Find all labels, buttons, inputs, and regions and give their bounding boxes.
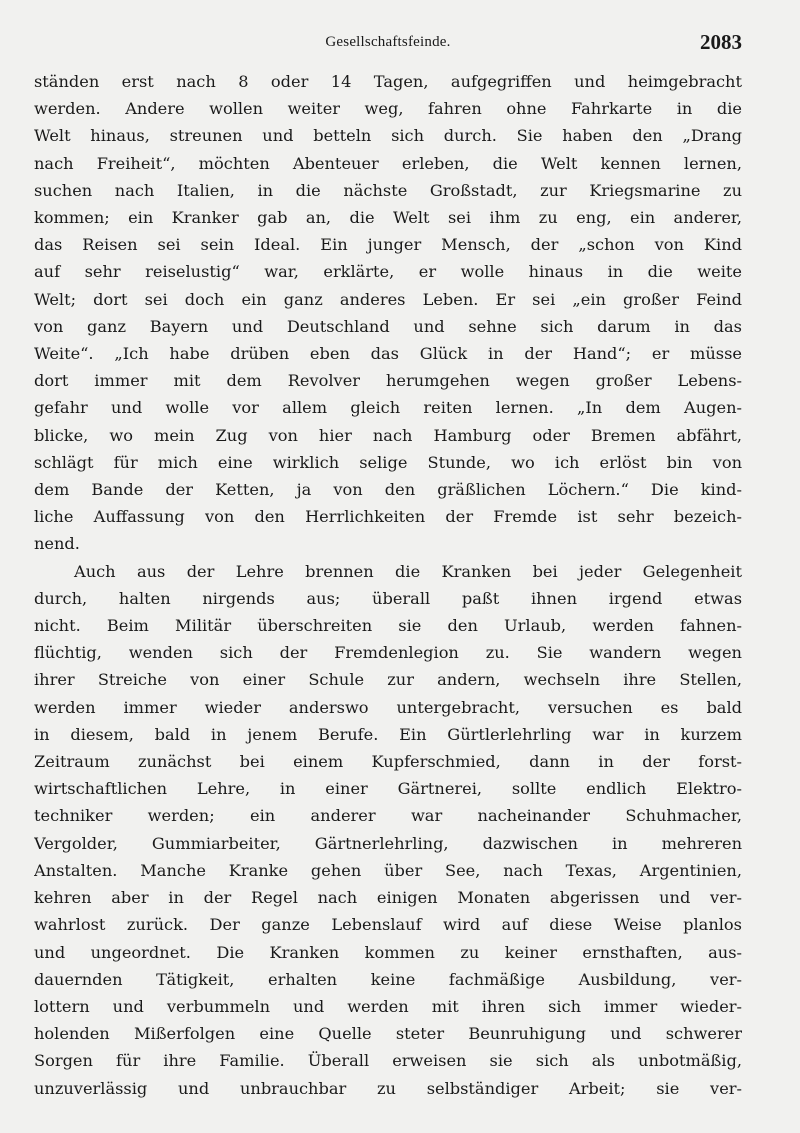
running-title: Gesellschaftsfeinde. — [325, 34, 451, 50]
text-line: kommen; ein Kranker gab an, die Welt sei ihm zu eng, ein anderer, — [34, 208, 742, 228]
text-line: liche Auffassung von den Herrlichkeiten der Fremde ist sehr bezeich- — [34, 507, 742, 527]
text-line: flüchtig, wenden sich der Fremdenlegion zu. Sie wandern wegen — [34, 643, 742, 663]
text-line: Auch aus der Lehre brennen die Kranken bei jeder Gelegenheit — [74, 561, 742, 581]
text-line: wahrlost zurück. Der ganze Lebenslauf wird auf diese Weise planlos — [34, 915, 742, 935]
text-line: Zeitraum zunächst bei einem Kupferschmied, dann in der forst- — [34, 752, 742, 772]
text-line: nach Freiheit“, möchten Abenteuer erleben, die Welt kennen lernen, — [34, 153, 742, 173]
text-line: kehren aber in der Regel nach einigen Monaten abgerissen und ver- — [34, 888, 742, 908]
text-line: blicke, wo mein Zug von hier nach Hamburg oder Bremen abfährt, — [34, 425, 742, 445]
text-line: schlägt für mich eine wirklich selige Stunde, wo ich erlöst bin von — [34, 452, 742, 472]
page-number: 2083 — [700, 30, 742, 54]
text-line: und ungeordnet. Die Kranken kommen zu keiner ernsthaften, aus- — [34, 942, 742, 962]
text-line: gefahr und wolle vor allem gleich reiten lernen. „In dem Augen- — [34, 398, 742, 418]
text-line: Welt; dort sei doch ein ganz anderes Leben. Er sei „ein großer Feind — [34, 289, 742, 309]
text-line: auf sehr reiselustig“ war, erklärte, er wolle hinaus in die weite — [34, 262, 742, 282]
text-line: dauernden Tätigkeit, erhalten keine fachmäßige Ausbildung, ver- — [34, 969, 742, 989]
text-line: holenden Mißerfolgen eine Quelle steter Beunruhigung und schwerer — [34, 1024, 742, 1044]
text-line: dem Bande der Ketten, ja von den gräßlichen Löchern.“ Die kind- — [34, 480, 742, 500]
text-line: Welt hinaus, streunen und betteln sich durch. Sie haben den „Drang — [34, 126, 742, 146]
text-line: werden immer wieder anderswo untergebracht, versuchen es bald — [34, 697, 742, 717]
text-line: von ganz Bayern und Deutschland und sehne sich darum in das — [34, 316, 742, 336]
text-line: wirtschaftlichen Lehre, in einer Gärtnerei, sollte endlich Elektro- — [34, 779, 742, 799]
text-line: nend. — [34, 534, 80, 554]
text-line: nicht. Beim Militär überschreiten sie den Urlaub, werden fahnen- — [34, 616, 742, 636]
running-head — [34, 26, 742, 60]
text-line: dort immer mit dem Revolver herumgehen wegen großer Lebens- — [34, 371, 742, 391]
text-line: suchen nach Italien, in die nächste Großstadt, zur Kriegsmarine zu — [34, 180, 742, 200]
text-line: Weite“. „Ich habe drüben eben das Glück in der Hand“; er müsse — [34, 344, 742, 364]
text-line: Vergolder, Gummiarbeiter, Gärtnerlehrling, dazwischen in mehreren — [34, 833, 742, 853]
text-line: das Reisen sei sein Ideal. Ein junger Mensch, der „schon von Kind — [34, 235, 742, 255]
text-line: in diesem, bald in jenem Berufe. Ein Gürtlerlehrling war in kurzem — [34, 724, 742, 744]
paragraph-1 — [34, 68, 742, 558]
text-line: Sorgen für ihre Familie. Überall erweisen sie sich als unbotmäßig, — [34, 1051, 742, 1071]
text-line: werden. Andere wollen weiter weg, fahren ohne Fahrkarte in die — [34, 99, 742, 119]
text-line: Anstalten. Manche Kranke gehen über See, nach Texas, Argentinien, — [34, 860, 742, 880]
text-line: ständen erst nach 8 oder 14 Tagen, aufgegriffen und heimgebracht — [34, 72, 742, 91]
text-line: durch, halten nirgends aus; überall paßt ihnen irgend etwas — [34, 588, 742, 608]
text-line: lottern und verbummeln und werden mit ihren sich immer wieder- — [34, 996, 742, 1016]
paragraph-2 — [34, 558, 742, 1102]
body-text — [34, 68, 742, 1102]
text-line: ihrer Streiche von einer Schule zur andern, wechseln ihre Stellen, — [34, 670, 742, 690]
text-line: techniker werden; ein anderer war nacheinander Schuhmacher, — [34, 806, 742, 826]
text-line: unzuverlässig und unbrauchbar zu selbständiger Arbeit; sie ver- — [34, 1078, 742, 1098]
